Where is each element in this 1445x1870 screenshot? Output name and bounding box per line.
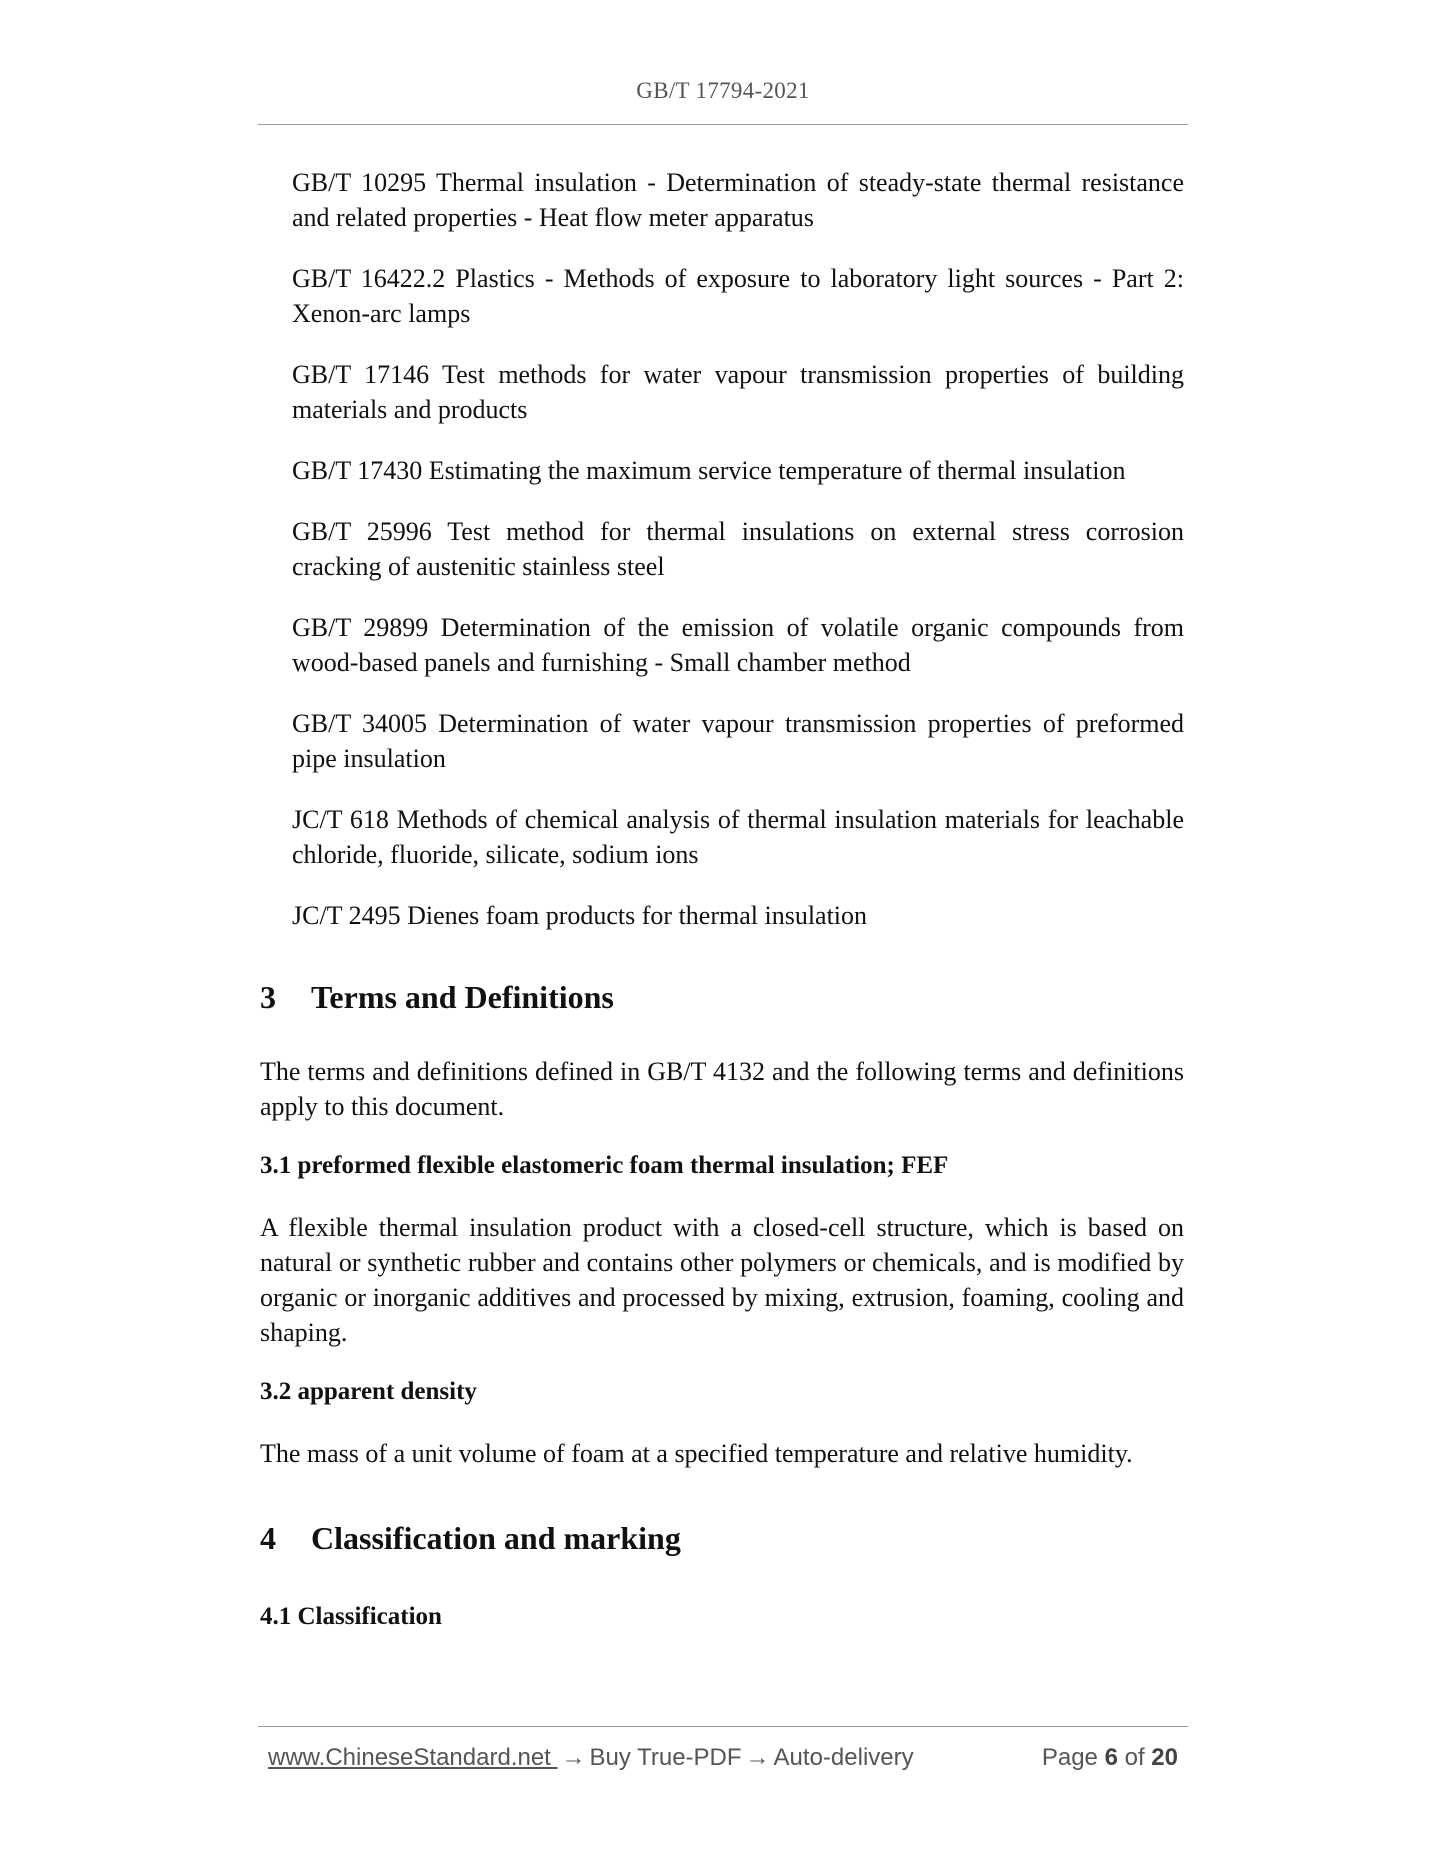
page-indicator [1042, 1744, 1178, 1772]
reference-item: GB/T 17146 Test methods for water vapour transmission properties of building materials and products [292, 360, 1184, 424]
section-3-intro: The terms and definitions defined in GB/T 4132 and the following terms and definitions apply to this document. [260, 1057, 1184, 1121]
normative-reference-list [292, 165, 1184, 959]
section-3-heading [260, 977, 614, 1017]
page-footer [268, 1744, 1178, 1772]
section-4-heading [260, 1518, 681, 1558]
subsection-4-1-heading: 4.1 Classification [260, 1603, 442, 1630]
auto-delivery-text: Auto-delivery [773, 1744, 914, 1771]
reference-item: GB/T 16422.2 Plastics - Methods of exposure to laboratory light sources - Part 2: Xenon-arc lamps [292, 264, 1184, 328]
of-label: of [1124, 1744, 1145, 1771]
term-3-2-definition: The mass of a unit volume of foam at a specified temperature and relative humidity. [260, 1439, 1133, 1468]
reference-item: JC/T 618 Methods of chemical analysis of thermal insulation materials for leachable chloride, fluoride, silicate, sodium ions [292, 805, 1184, 869]
total-pages-number: 20 [1151, 1744, 1178, 1771]
section-number: 3 [260, 979, 276, 1015]
section-number: 4 [260, 1520, 276, 1556]
chinesestandard-link[interactable]: www.ChineseStandard.net [268, 1744, 558, 1771]
reference-item: GB/T 10295 Thermal insulation - Determination of steady-state thermal resistance and related properties - Heat flow meter apparatus [292, 168, 1184, 232]
header-divider [258, 124, 1188, 125]
arrow-right-icon: → [561, 1744, 586, 1771]
reference-item: GB/T 17430 Estimating the maximum service temperature of thermal insulation [292, 456, 1126, 485]
section-title: Terms and Definitions [311, 979, 614, 1015]
reference-item: JC/T 2495 Dienes foam products for thermal insulation [292, 901, 868, 930]
current-page-number: 6 [1104, 1744, 1118, 1771]
section-title: Classification and marking [311, 1520, 681, 1556]
term-3-1-heading: 3.1 preformed flexible elastomeric foam thermal insulation; FEF [260, 1152, 949, 1179]
page-label: Page [1041, 1744, 1098, 1771]
buy-true-pdf-text: Buy True-PDF [589, 1744, 742, 1771]
reference-item: GB/T 29899 Determination of the emission of volatile organic compounds from wood-based panels and furnishing - Small chamber method [292, 613, 1184, 677]
arrow-right-icon: → [745, 1744, 770, 1771]
term-3-2-heading: 3.2 apparent density [260, 1378, 477, 1405]
footer-divider [258, 1726, 1188, 1727]
reference-item: GB/T 25996 Test method for thermal insulations on external stress corrosion cracking of austenitic stainless steel [292, 517, 1184, 581]
reference-item: GB/T 34005 Determination of water vapour transmission properties of preformed pipe insulation [292, 709, 1184, 773]
document-header: GB/T 17794-2021 [636, 78, 810, 103]
term-3-1-definition: A flexible thermal insulation product with a closed-cell structure, which is based on natural or synthetic rubber and contains other polymers or chemicals, and is modified by organic or inorganic additives and processed by mixing, extrusion, foaming, cooling and shaping. [260, 1213, 1184, 1347]
